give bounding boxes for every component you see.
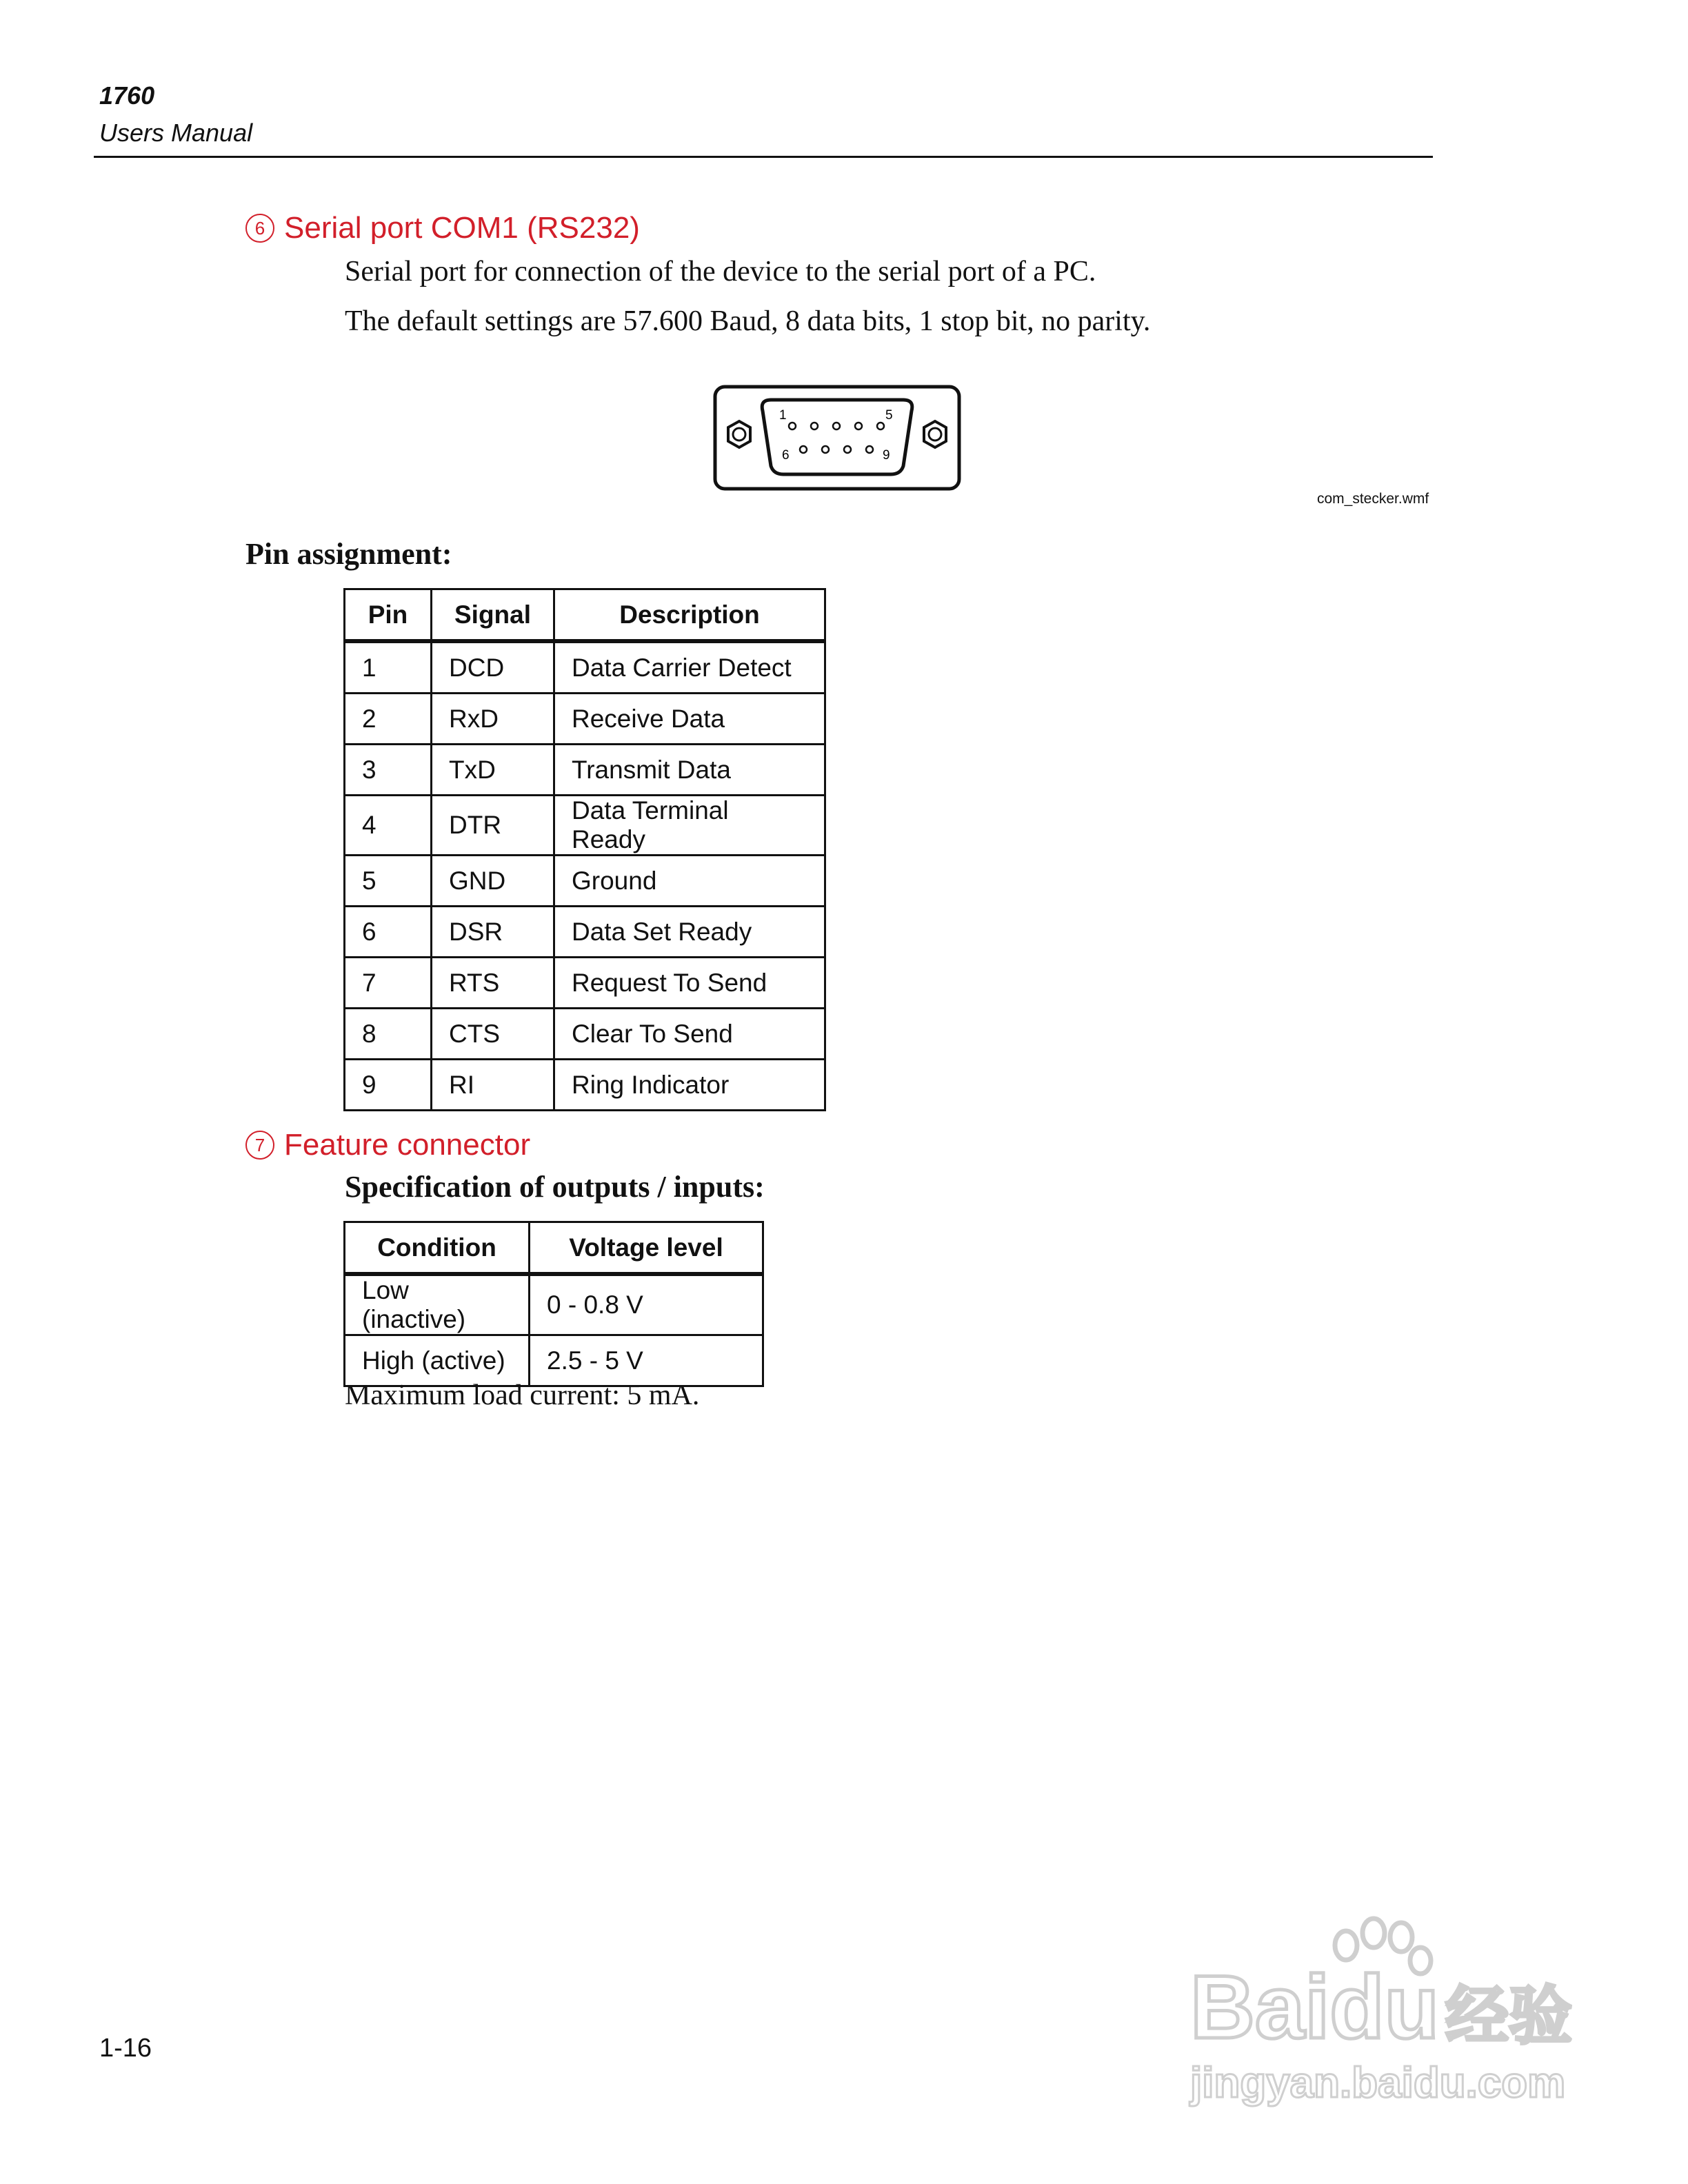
signal-cell: RI xyxy=(432,1060,554,1111)
signal-cell: TxD xyxy=(432,745,554,796)
signal-cell: CTS xyxy=(432,1009,554,1060)
table-row xyxy=(345,1274,763,1335)
signal-cell: DCD xyxy=(432,641,554,694)
pin-1-label: 1 xyxy=(779,408,787,423)
signal-cell: RxD xyxy=(432,694,554,745)
pin-9-label: 9 xyxy=(883,448,890,463)
description-cell: Data Terminal Ready xyxy=(554,796,825,856)
watermark-brand: Baidu xyxy=(1190,1957,1440,2057)
right-screw-icon xyxy=(924,421,946,447)
table-row xyxy=(345,796,825,856)
left-screw-icon xyxy=(728,421,750,447)
table-row xyxy=(345,907,825,958)
signal-cell: DSR xyxy=(432,907,554,958)
column-header-pin: Pin xyxy=(345,589,432,642)
signal-cell: DTR xyxy=(432,796,554,856)
pin-assignment-heading: Pin assignment: xyxy=(245,537,452,571)
figure-filename: com_stecker.wmf xyxy=(1317,491,1429,507)
signal-cell: RTS xyxy=(432,958,554,1009)
description-cell: Ground xyxy=(554,856,825,907)
description-cell: Request To Send xyxy=(554,958,825,1009)
table-header-row xyxy=(345,1222,763,1275)
signal-cell: GND xyxy=(432,856,554,907)
section-6-number: 6 xyxy=(245,214,274,243)
spec-heading: Specification of outputs / inputs: xyxy=(345,1170,765,1204)
pin-row-top xyxy=(789,423,884,429)
voltage-cell: 2.5 - 5 V xyxy=(530,1335,763,1386)
description-cell: Receive Data xyxy=(554,694,825,745)
pin-cell: 3 xyxy=(345,745,432,796)
pin-5-label: 5 xyxy=(885,408,893,423)
pin-cell: 4 xyxy=(345,796,432,856)
pin-cell: 5 xyxy=(345,856,432,907)
table-row xyxy=(345,958,825,1009)
pin-cell: 1 xyxy=(345,641,432,694)
description-cell: Transmit Data xyxy=(554,745,825,796)
section-6-title-text: Serial port COM1 (RS232) xyxy=(284,211,640,245)
watermark-cn: 经验 xyxy=(1445,1979,1572,2053)
pin-cell: 7 xyxy=(345,958,432,1009)
pin-cell: 9 xyxy=(345,1060,432,1111)
voltage-spec-table xyxy=(343,1221,764,1387)
pin-row-bottom xyxy=(800,446,873,453)
description-cell: Data Carrier Detect xyxy=(554,641,825,694)
pin-cell: 8 xyxy=(345,1009,432,1060)
column-header-voltage-level: Voltage level xyxy=(530,1222,763,1275)
section-7-number: 7 xyxy=(245,1131,274,1160)
baidu-jingyan-watermark xyxy=(1186,1910,1572,2116)
description-cell: Ring Indicator xyxy=(554,1060,825,1111)
table-row xyxy=(345,745,825,796)
table-row xyxy=(345,1060,825,1111)
description-cell: Data Set Ready xyxy=(554,907,825,958)
db9-connector-diagram xyxy=(713,385,961,491)
pin-6-label: 6 xyxy=(782,448,790,463)
pin-cell: 2 xyxy=(345,694,432,745)
section-6-paragraph-1: Serial port for connection of the device to the serial port of a PC. xyxy=(345,256,1096,287)
table-row xyxy=(345,1009,825,1060)
page-number: 1-16 xyxy=(99,2034,152,2063)
table-row xyxy=(345,641,825,694)
table-row xyxy=(345,856,825,907)
section-6-paragraph-2: The default settings are 57.600 Baud, 8 data bits, 1 stop bit, no parity. xyxy=(345,305,1151,337)
table-header-row xyxy=(345,589,825,642)
column-header-condition: Condition xyxy=(345,1222,530,1275)
table-row xyxy=(345,694,825,745)
description-cell: Clear To Send xyxy=(554,1009,825,1060)
condition-cell: Low (inactive) xyxy=(345,1274,530,1335)
voltage-cell: 0 - 0.8 V xyxy=(530,1274,763,1335)
header-manual-title: Users Manual xyxy=(99,119,253,147)
column-header-description: Description xyxy=(554,589,825,642)
section-7-title xyxy=(245,1128,530,1162)
watermark-url: jingyan.baidu.com xyxy=(1190,2059,1566,2107)
pin-cell: 6 xyxy=(345,907,432,958)
section-7-title-text: Feature connector xyxy=(284,1128,531,1162)
pin-assignment-table xyxy=(343,588,826,1111)
header-rule xyxy=(94,156,1433,158)
condition-cell: High (active) xyxy=(345,1335,530,1386)
section-6-title xyxy=(245,211,640,245)
column-header-signal: Signal xyxy=(432,589,554,642)
header-model: 1760 xyxy=(99,81,155,110)
max-load-current-note: Maximum load current: 5 mA. xyxy=(345,1379,700,1411)
